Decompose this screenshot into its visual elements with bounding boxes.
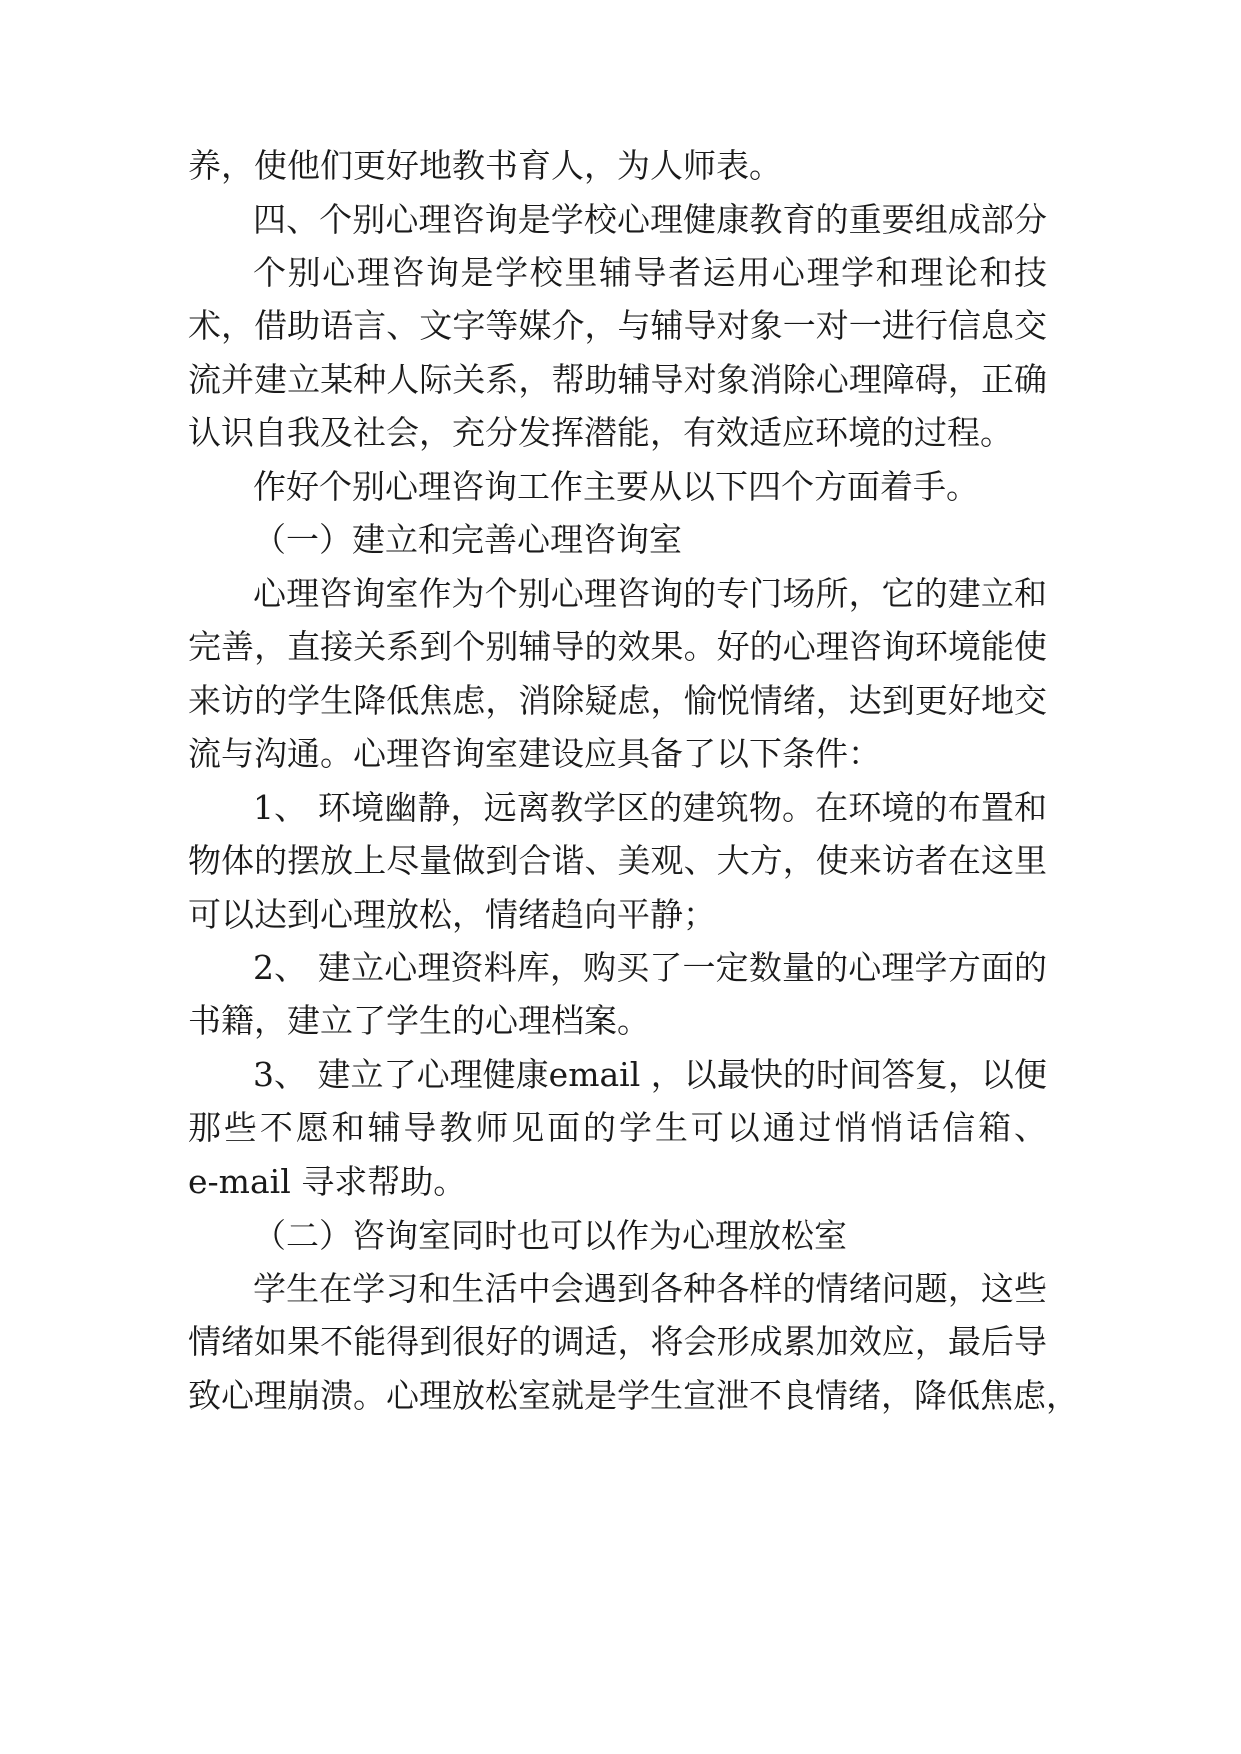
subsection-heading-2: （二）咨询室同时也可以作为心理放松室 — [253, 1216, 847, 1255]
paragraph-line-14: 物体的摆放上尽量做到合谐、美观、大方，使来访者在这里 — [188, 841, 1047, 880]
paragraph-line-7: 作好个别心理咨询工作主要从以下四个方面着手。 — [253, 467, 979, 506]
paragraph-line-19: 那些不愿和辅导教师见面的学生可以通过悄悄话信箱、 — [188, 1108, 1047, 1147]
paragraph-line-17: 书籍，建立了学生的心理档案。 — [188, 1001, 650, 1040]
paragraph-line-12: 流与沟通。心理咨询室建设应具备了以下条件： — [188, 734, 881, 773]
paragraph-line-1: 养，使他们更好地教书育人，为人师表。 — [188, 146, 782, 185]
section-heading-4: 四、个别心理咨询是学校心理健康教育的重要组成部分 — [253, 200, 1047, 239]
paragraph-line-6: 认识自我及社会，充分发挥潜能，有效适应环境的过程。 — [188, 413, 1013, 452]
list-item-2: 2、 建立心理资料库，购买了一定数量的心理学方面的 — [253, 948, 1047, 987]
list-item-3: 3、 建立了心理健康email ，以最快的时间答复，以便 — [253, 1055, 1047, 1094]
paragraph-line-22: 学生在学习和生活中会遇到各种各样的情绪问题，这些 — [253, 1269, 1047, 1308]
list-item-1: 1、 环境幽静，远离教学区的建筑物。在环境的布置和 — [253, 788, 1047, 827]
paragraph-line-4: 术，借助语言、文字等媒介，与辅导对象一对一进行信息交 — [188, 306, 1047, 345]
paragraph-line-23: 情绪如果不能得到很好的调适，将会形成累加效应，最后导 — [188, 1322, 1047, 1361]
paragraph-line-9: 心理咨询室作为个别心理咨询的专门场所，它的建立和 — [253, 574, 1047, 613]
paragraph-line-5: 流并建立某种人际关系，帮助辅导对象消除心理障碍，正确 — [188, 360, 1047, 399]
paragraph-line-24: 致心理崩溃。心理放松室就是学生宣泄不良情绪，降低焦虑， — [188, 1376, 1079, 1415]
paragraph-line-20: e-mail 寻求帮助。 — [188, 1162, 467, 1201]
paragraph-line-11: 来访的学生降低焦虑，消除疑虑，愉悦情绪，达到更好地交 — [188, 681, 1047, 720]
paragraph-line-10: 完善，直接关系到个别辅导的效果。好的心理咨询环境能使 — [188, 627, 1047, 666]
paragraph-line-3: 个别心理咨询是学校里辅导者运用心理学和理论和技 — [253, 253, 1047, 292]
subsection-heading-1: （一）建立和完善心理咨询室 — [253, 520, 682, 559]
paragraph-line-15: 可以达到心理放松，情绪趋向平静； — [188, 895, 716, 934]
